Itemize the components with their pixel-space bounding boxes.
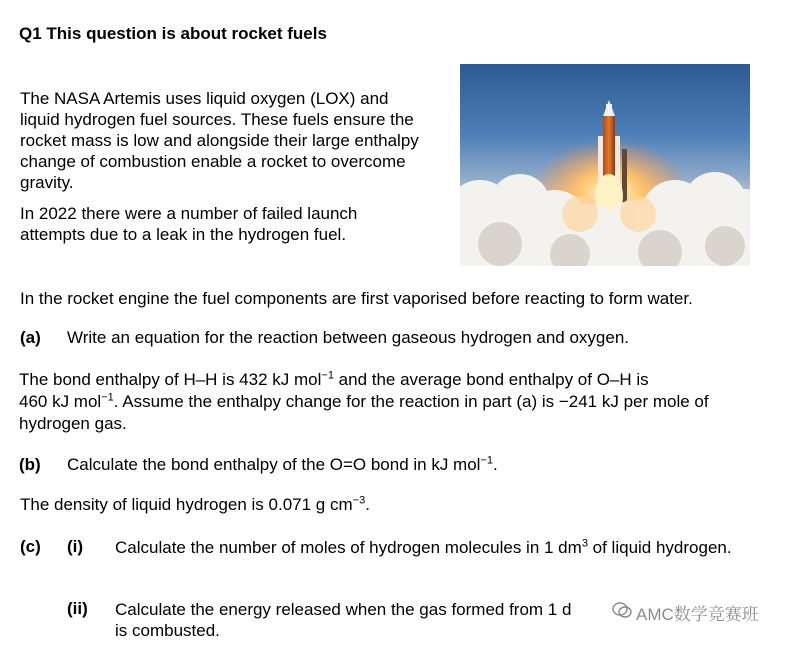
- part-c-label: (c): [20, 537, 41, 556]
- exponent: −3: [352, 494, 366, 507]
- part-c-i-label: (i): [67, 537, 84, 556]
- density-statement: [20, 495, 370, 515]
- rocket-launch-image: [460, 64, 750, 266]
- density-end: .: [365, 495, 370, 514]
- exponent: 3: [581, 537, 588, 550]
- exponent: −1: [321, 369, 334, 382]
- exponent: −1: [480, 454, 494, 467]
- part-b-end: .: [493, 455, 498, 474]
- part-c-i-end: of liquid hydrogen.: [587, 538, 732, 557]
- part-b-text: [67, 455, 498, 475]
- density-body: The density of liquid hydrogen is 0.071 g cm: [20, 495, 353, 514]
- watermark: [612, 600, 759, 625]
- bond-enthalpy-paragraph: [19, 369, 789, 435]
- part-c-ii-body: Calculate the energy released when the gas formed from 1 d: [115, 600, 572, 619]
- part-b-body: Calculate the bond enthalpy of the O=O bond in kJ mol: [67, 455, 481, 474]
- part-c-i-text: [115, 537, 735, 558]
- question-title: Q1 This question is about rocket fuels: [19, 24, 327, 43]
- part-c-i-body: Calculate the number of moles of hydrogen molecules in 1 dm: [115, 538, 582, 557]
- part-a-text: Write an equation for the reaction between gaseous hydrogen and oxygen.: [67, 328, 630, 347]
- exponent: −1: [101, 391, 114, 404]
- engine-statement: In the rocket engine the fuel components are first vaporised before reacting to form water.: [20, 289, 693, 308]
- part-c-ii-label: (ii): [67, 599, 88, 618]
- part-c-ii-end: is combusted.: [115, 621, 220, 640]
- bond-text-1: The bond enthalpy of H–H is 432 kJ mol: [19, 370, 322, 389]
- intro-paragraph: The NASA Artemis uses liquid oxygen (LOX) and liquid hydrogen fuel sources. These fuels ensure the rocket mass is low and alongside their large enthalpy change of combustion enable a rocket to overcome gravity.: [20, 89, 419, 192]
- intro-paragraph-2: In 2022 there were a number of failed launch attempts due to a leak in the hydrogen fuel.: [20, 204, 358, 244]
- bond-text-4: . Assume the enthalpy change for the reaction in part (a) is −241 kJ per mole of: [113, 392, 709, 411]
- part-b-label: (b): [19, 455, 41, 474]
- wechat-icon: [612, 601, 632, 624]
- bond-text-3: 460 kJ mol: [19, 392, 102, 411]
- watermark-text: AMC数学竞赛班: [636, 605, 759, 624]
- part-a-label: (a): [20, 328, 41, 347]
- bond-text-2: and the average bond enthalpy of O–H is: [333, 370, 649, 389]
- bond-text-5: hydrogen gas.: [19, 414, 127, 433]
